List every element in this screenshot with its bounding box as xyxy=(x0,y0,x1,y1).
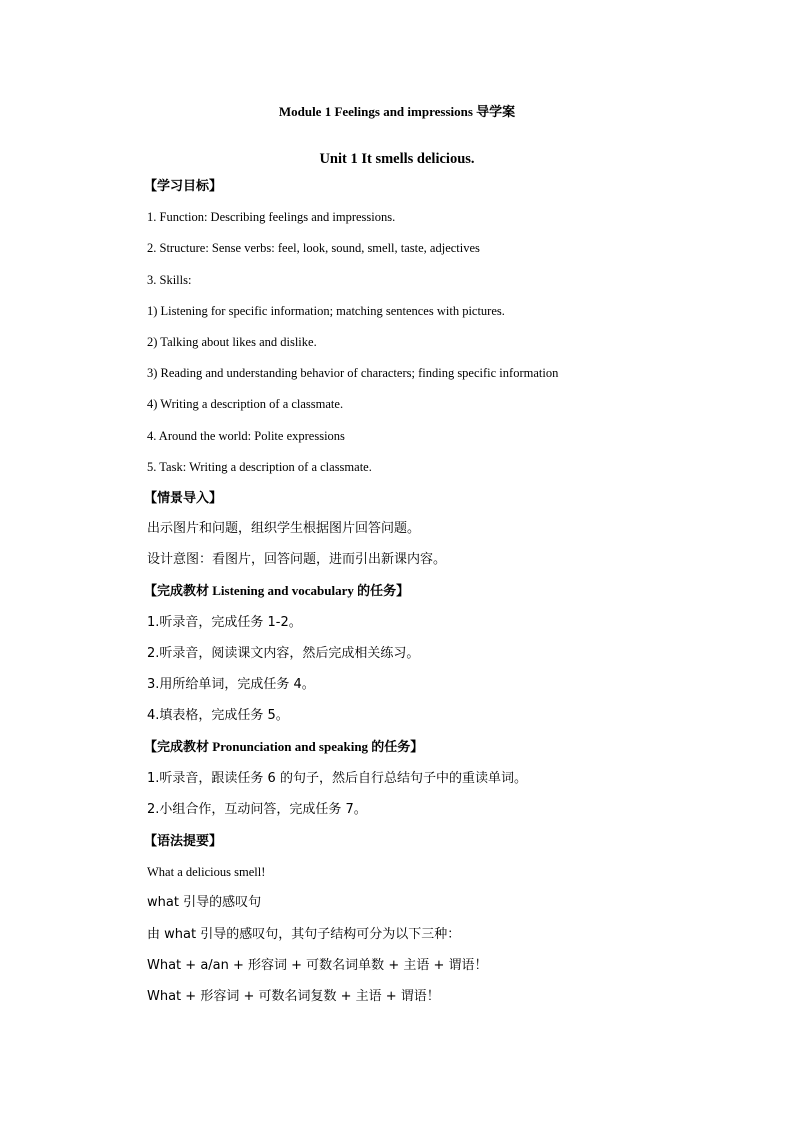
body-line: what 引导的感叹句 xyxy=(147,895,262,911)
body-line: 4. Around the world: Polite expressions xyxy=(147,428,345,443)
section-heading: 【完成教材 Listening and vocabulary 的任务】 xyxy=(144,583,410,599)
body-line: 1.听录音，跟读任务 6 的句子，然后自行总结句子中的重读单词。 xyxy=(147,770,527,786)
section-heading: 【学习目标】 xyxy=(144,178,223,193)
body-line: 4) Writing a description of a classmate. xyxy=(147,397,344,412)
body-line: What + 形容词 + 可数名词复数 + 主语 + 谓语！ xyxy=(147,988,440,1004)
document-subtitle: Unit 1 It smells delicious. xyxy=(319,151,475,167)
body-line: 2.小组合作，互动问答，完成任务 7。 xyxy=(147,801,367,817)
body-line: 1.听录音，完成任务 1-2。 xyxy=(147,614,302,630)
body-line: 4.填表格，完成任务 5。 xyxy=(147,708,289,724)
body-line: 2.听录音，阅读课文内容，然后完成相关练习。 xyxy=(147,645,420,661)
body-line: 5. Task: Writing a description of a classmate. xyxy=(147,459,372,474)
body-line: 3. Skills: xyxy=(147,272,192,287)
section-heading: 【完成教材 Pronunciation and speaking 的任务】 xyxy=(144,739,424,755)
body-line: 1) Listening for specific information; matching sentences with pictures. xyxy=(147,303,505,318)
body-line: 设计意图：看图片，回答问题，进而引出新课内容。 xyxy=(147,552,447,568)
section-heading: 【情景导入】 xyxy=(144,489,223,505)
body-line: 2) Talking about likes and dislike. xyxy=(147,334,317,349)
body-line: 3.用所给单词，完成任务 4。 xyxy=(147,677,315,692)
body-line: 出示图片和问题，组织学生根据图片回答问题。 xyxy=(147,521,421,537)
body-line: What a delicious smell! xyxy=(147,865,266,880)
body-line: 2. Structure: Sense verbs: feel, look, sound, smell, taste, adjectives xyxy=(147,241,480,256)
document-title: Module 1 Feelings and impressions 导学案 xyxy=(278,104,516,119)
body-line: What + a/an + 形容词 + 可数名词单数 + 主语 + 谓语！ xyxy=(147,957,488,973)
body-line: 3) Reading and understanding behavior of characters; finding specific information xyxy=(147,366,559,381)
section-heading: 【语法提要】 xyxy=(144,832,223,848)
body-line: 由 what 引导的感叹句，其句子结构可分为以下三种： xyxy=(147,926,461,942)
document-body xyxy=(144,175,747,1017)
body-line: 1. Function: Describing feelings and impressions. xyxy=(147,210,396,225)
